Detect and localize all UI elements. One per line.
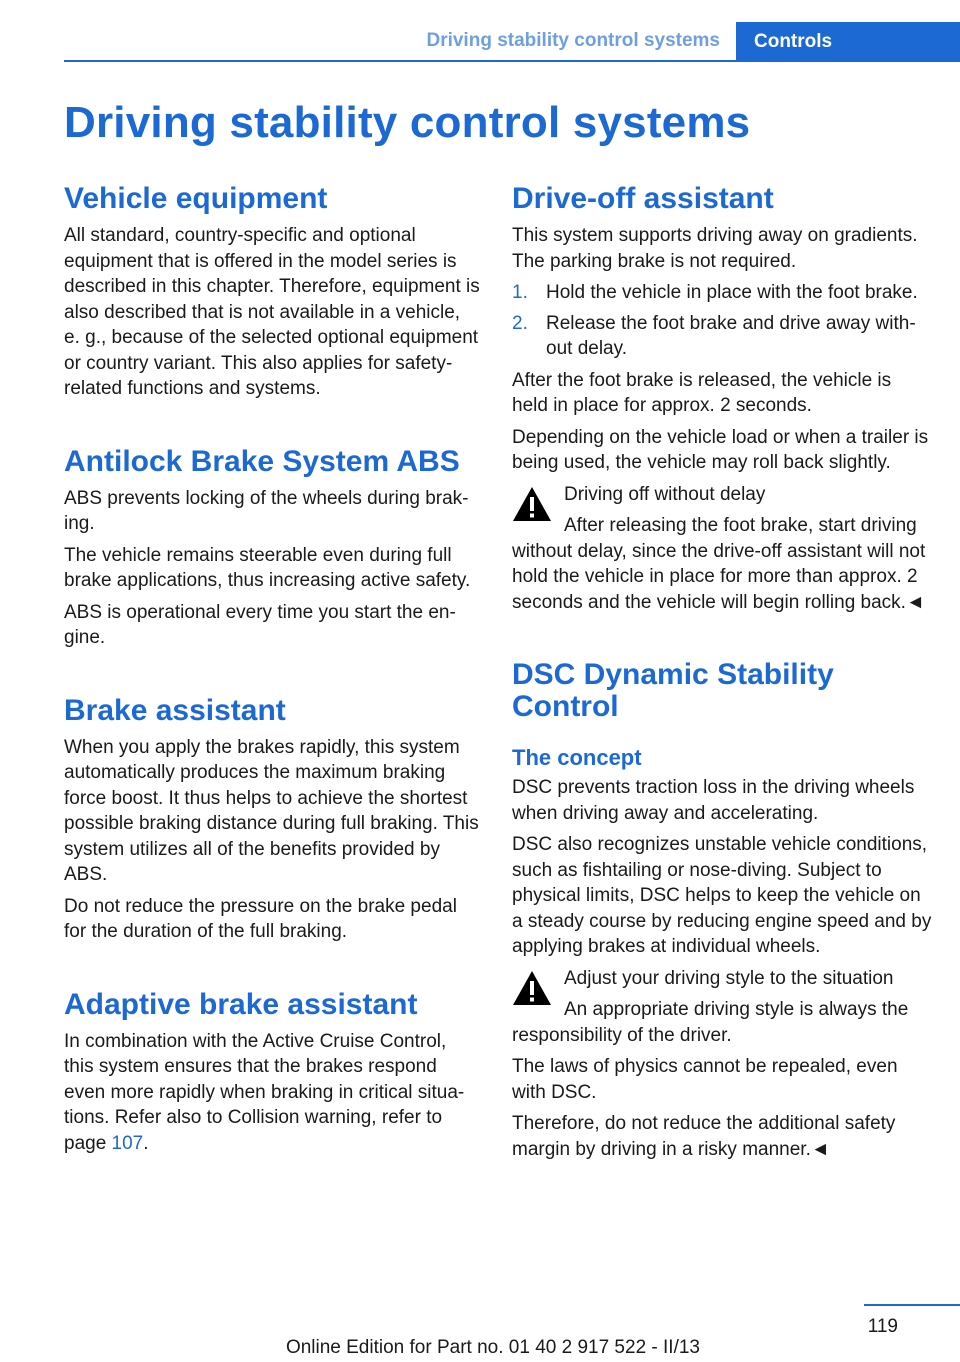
adaptive-brake-assistant-heading: Adaptive brake assistant — [64, 987, 418, 1021]
vehicle-equipment-heading: Vehicle equipment — [64, 182, 328, 215]
step-text: Hold the vehicle in place with the foot brake. — [546, 282, 918, 303]
step-number: 1. — [512, 282, 528, 303]
dsc-subheading: The concept — [512, 745, 642, 770]
dsc-paragraph: The laws of physics cannot be repealed, even with DSC. — [512, 1056, 898, 1103]
dsc-paragraph: DSC also recognizes unstable vehicle conditions, such as fishtailing or nose-diving. Subject to physical limits, DSC helps to keep the vehicle on a steady course by reducing engine speed and by applying brakes at individual wheels. — [512, 834, 932, 957]
abs-paragraph: ABS prevents locking of the wheels during braking. — [64, 487, 469, 534]
page-reference-link[interactable]: 107 — [111, 1132, 144, 1154]
brake-assistant-paragraph: Do not reduce the pressure on the brake pedal for the duration of the full braking. — [64, 895, 457, 942]
abs-paragraph: ABS is operational every time you start the engine. — [64, 601, 456, 648]
list-item — [512, 280, 932, 306]
list-item — [512, 311, 932, 362]
step-number: 2. — [512, 312, 528, 334]
page-title: Driving stability control systems — [64, 98, 751, 147]
drive-off-paragraph: Depending on the vehicle load or when a trailer is being used, the vehicle may roll back slightly. — [512, 426, 929, 473]
dsc-warning — [512, 966, 932, 1049]
drive-off-paragraph: After the foot brake is released, the vehicle is held in place for approx. 2 seconds. — [512, 369, 892, 416]
drive-off-intro: This system supports driving away on gradients. The parking brake is not required. — [512, 225, 918, 272]
header-section-title: Driving stability control systems — [426, 30, 720, 51]
brake-assistant-heading: Brake assistant — [64, 693, 286, 727]
dsc-paragraph: Therefore, do not reduce the additional safety margin by driving in a risky manner.◄ — [512, 1113, 896, 1160]
drive-off-steps — [512, 280, 932, 362]
warning-triangle-icon — [512, 486, 552, 522]
page-number: 119 — [867, 1316, 898, 1337]
step-text: Release the foot brake and drive away without delay. — [546, 312, 916, 359]
warning-title: Driving off without delay — [564, 483, 766, 505]
right-column — [512, 183, 932, 1168]
drive-off-section — [512, 183, 932, 615]
warning-triangle-icon — [512, 970, 552, 1006]
vehicle-equipment-text: All standard, country-specific and optional equipment that is offered in the model series is described in this chapter. Therefore, equipment is also described that is not available in a vehicle, e. g., because of the selected optional equipment or country variant. This also applies for safety-related functions and systems. — [64, 225, 480, 399]
brake-assistant-section — [64, 695, 480, 945]
drive-off-warning — [512, 482, 932, 616]
adaptive-brake-assistant-paragraph — [64, 1029, 480, 1157]
warning-title: Adjust your driving style to the situation — [564, 967, 894, 989]
adaptive-brake-assistant-section — [64, 989, 480, 1157]
adaptive-text-end: . — [143, 1132, 149, 1154]
abs-paragraph: The vehicle remains steerable even during full brake applications, thus increasing active safety. — [64, 544, 471, 591]
warning-text: An appropriate driving style is always the responsibility of the driver. — [512, 999, 909, 1046]
vehicle-equipment-section — [64, 183, 480, 402]
header-rule — [64, 60, 960, 62]
footer-edition-text: Online Edition for Part no. 01 40 2 917 522 - II/13 — [285, 1337, 700, 1358]
footer-rule — [864, 1304, 960, 1306]
brake-assistant-paragraph: When you apply the brakes rapidly, this system automatically produces the maximum braking force boost. It thus helps to achieve the shortest possible braking distance during full braking. This system utilizes all of the benefits provided by ABS. — [64, 736, 479, 885]
drive-off-heading: Drive-off assistant — [512, 182, 774, 215]
header-chapter-tab: Controls — [736, 22, 960, 62]
dsc-section — [512, 659, 932, 1162]
dsc-paragraph: DSC prevents traction loss in the driving wheels when driving away and accelerating. — [512, 777, 915, 824]
dsc-heading: DSC Dynamic Stability Control — [512, 658, 834, 723]
abs-section — [64, 446, 480, 651]
left-column — [64, 183, 480, 1162]
abs-heading: Antilock Brake System ABS — [64, 444, 460, 478]
adaptive-text: In combination with the Active Cruise Control, this system ensures that the brakes respond even more rapidly when braking in critical situations. Refer also to Collision warning, refer to page — [64, 1030, 465, 1154]
warning-text: After releasing the foot brake, start driving without delay, since the drive-off assistant will not hold the vehicle in place for more than approx. 2 seconds and the vehicle will begin rolling back.◄ — [512, 515, 926, 613]
